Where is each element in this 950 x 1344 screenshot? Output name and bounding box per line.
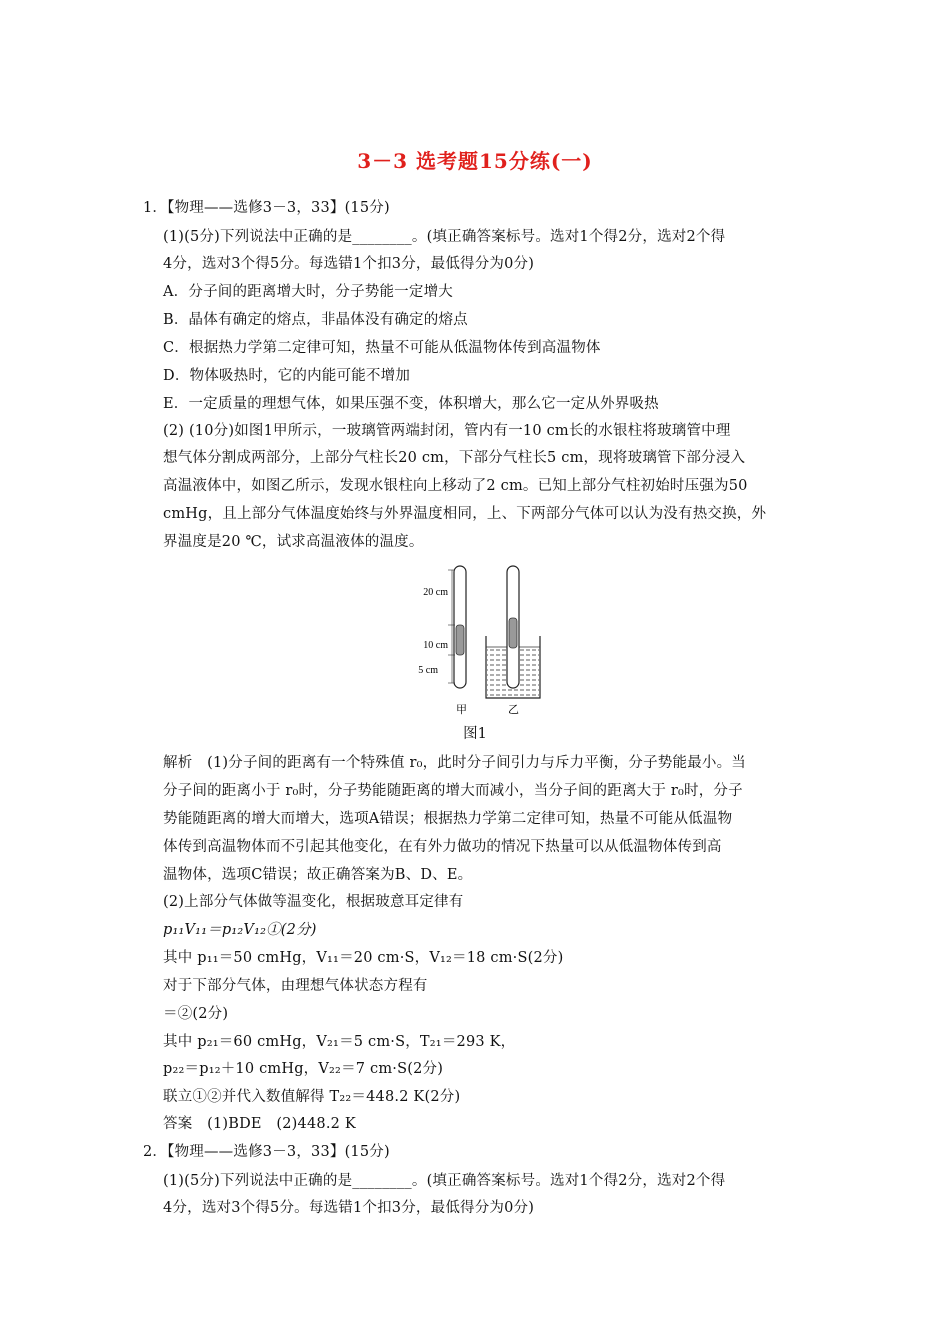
label-yi: 乙	[508, 703, 519, 716]
equation-4: ＝②(2分)	[163, 1006, 229, 1022]
q2-part1-line2: 4分，选对3个得5分。每选错1个扣3分，最低得分为0分)	[163, 1200, 535, 1216]
q1-option-e: E．一定质量的理想气体，如果压强不变，体积增大，那么它一定从外界吸热	[163, 396, 659, 412]
equation-7: 联立①②并代入数值解得 T₂₂＝448.2 K(2分)	[163, 1089, 461, 1105]
analysis-line2: 分子间的距离小于 r₀时，分子势能随距离的增大而减小，当分子间的距离大于 r₀时，分子	[163, 783, 743, 799]
q1-option-d: D．物体吸热时，它的内能可能不增加	[163, 368, 411, 384]
tube-figure	[400, 558, 550, 718]
q1-part1-line1: (1)(5分)下列说法中正确的是________。(填正确答案标号。选对1个得2分，选对2个得	[163, 229, 726, 245]
label-10cm: 10 cm	[423, 640, 448, 651]
page-title: 3－3 选考题15分练(一)	[357, 149, 593, 173]
equation-3: 对于下部分气体，由理想气体状态方程有	[163, 978, 428, 994]
q1-part2-line2: 想气体分割成两部分，上部分气柱长20 cm，下部分气柱长5 cm，现将玻璃管下部分浸入	[163, 450, 746, 466]
analysis-line5: 温物体，选项C错误；故正确答案为B、D、E。	[163, 867, 473, 883]
tube-diagram	[400, 558, 550, 718]
q1-option-c: C．根据热力学第二定律可知，热量不可能从低温物体传到高温物体	[163, 340, 601, 356]
analysis-line6: (2)上部分气体做等温变化，根据玻意耳定律有	[163, 894, 464, 910]
q1-option-a: A．分子间的距离增大时，分子势能一定增大	[163, 284, 453, 300]
q2-part1-line1: (1)(5分)下列说法中正确的是________。(填正确答案标号。选对1个得2分，选对2个得	[163, 1173, 726, 1189]
analysis-line4: 体传到高温物体而不引起其他变化，在有外力做功的情况下热量可以从低温物体传到高	[163, 839, 722, 855]
q1-option-b: B．晶体有确定的熔点，非晶体没有确定的熔点	[163, 312, 468, 328]
analysis-line1: 解析 (1)分子间的距离有一个特殊值 r₀，此时分子间引力与斥力平衡，分子势能最小。当	[163, 755, 746, 771]
label-20cm: 20 cm	[423, 587, 448, 598]
analysis-line3: 势能随距离的增大而增大，选项A错误；根据热力学第二定律可知，热量不可能从低温物	[163, 811, 733, 827]
label-jia: 甲	[456, 703, 467, 716]
figure-caption: 图1	[463, 726, 487, 742]
mercury-yi	[509, 618, 517, 648]
q1-header: 1．【物理——选修3－3，33】(15分)	[143, 200, 390, 216]
q2-header: 2．【物理——选修3－3，33】(15分)	[143, 1144, 390, 1160]
q1-part1-line2: 4分，选对3个得5分。每选错1个扣3分，最低得分为0分)	[163, 256, 535, 272]
equation-6: p₂₂＝p₁₂＋10 cmHg，V₂₂＝7 cm·S(2分)	[163, 1061, 444, 1077]
equation-2: 其中 p₁₁＝50 cmHg，V₁₁＝20 cm·S，V₁₂＝18 cm·S(2分)	[163, 950, 564, 966]
q1-part2-line4: cmHg，且上部分气体温度始终与外界温度相同，上、下两部分气体可以认为没有热交换，外	[163, 506, 767, 522]
q1-part2-line3: 高温液体中，如图乙所示，发现水银柱向上移动了2 cm。已知上部分气柱初始时压强为50	[163, 478, 748, 494]
mercury-jia	[456, 625, 464, 655]
answer: 答案 (1)BDE (2)448.2 K	[163, 1116, 356, 1132]
equation-5: 其中 p₂₁＝60 cmHg，V₂₁＝5 cm·S，T₂₁＝293 K，	[163, 1034, 516, 1050]
q1-part2-line5: 界温度是20 ℃，试求高温液体的温度。	[163, 534, 424, 550]
equation-1: p₁₁V₁₁＝p₁₂V₁₂①(2分)	[163, 922, 317, 938]
q1-part2-line1: (2) (10分)如图1甲所示，一玻璃管两端封闭，管内有一10 cm长的水银柱将玻璃管中理	[163, 423, 731, 439]
label-5cm: 5 cm	[418, 665, 438, 676]
